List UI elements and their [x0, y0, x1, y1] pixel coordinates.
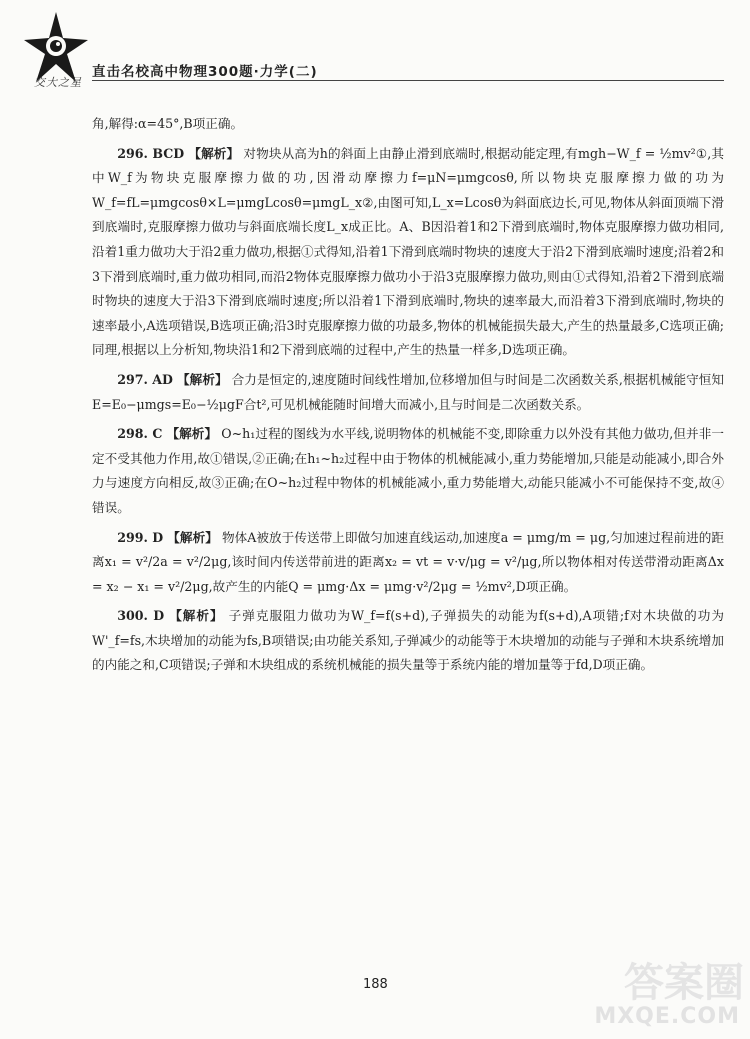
header-divider: [92, 80, 724, 81]
book-title: 直击名校高中物理300题·力学(二): [92, 64, 318, 80]
answer-299: [92, 526, 724, 600]
answer-content: [92, 112, 724, 678]
answer-text: O~h₁过程的图线为水平线,说明物体的机械能不变,即除重力以外没有其他力做功,但并非一定不受其他力作用,故①错误,②正确;在h₁~h₂过程中由于物体的机械能减小,重力势能增加,只能是动能减小,即合外力与速度方向相反,故③正确;在O~h₂过程中物体的机械能减小,重力势能增大,动能只能减小不可能保持不变,故④错误。: [92, 426, 724, 515]
page-header: [0, 0, 750, 100]
question-number: 297. AD: [117, 371, 173, 387]
logo-text: 交大之星: [34, 76, 82, 89]
question-number: 296. BCD: [117, 145, 185, 161]
question-number: 299. D: [117, 529, 164, 545]
answer-296: [92, 142, 724, 363]
analysis-tag: 【解析】: [167, 529, 218, 545]
analysis-tag: 【解析】: [188, 145, 240, 161]
answer-text: 物体A被放于传送带上即做匀加速直线运动,加速度a = μmg/m = μg,匀加速过程前进的距离x₁ = v²/2a = v²/2μg,该时间内传送带前进的距离x₂ = vt = v·v/μg = v²/μg,所以物体相对传送带滑动距离Δx = x₂ − x₁ = v²/2μg,故产生的内能Q = μmg·Δx = μmg·v²/2μg = ½mv²,D项正确。: [92, 529, 724, 594]
answer-text: 子弹克服阻力做功为W_f=f(s+d),子弹损失的动能为f(s+d),A项错;f对木块做的功为W'_f=fs,木块增加的动能为fs,B项错误;由功能关系知,子弹减少的动能等于木块增加的动能与子弹和木块系统增加的内能之和,C项错误;子弹和木块组成的系统机械能的损失量等于系统内能的增加量等于fd,D项正确。: [92, 608, 724, 673]
question-number: 298. C: [117, 426, 163, 442]
answer-297: [92, 368, 724, 417]
question-number: 300. D: [117, 608, 165, 624]
answer-text: 对物块从高为h的斜面上由静止滑到底端时,根据动能定理,有mgh−W_f = ½mv²①,其中W_f为物块克服摩擦力做的功,因滑动摩擦力f=μN=μmgcosθ,所以物块克服摩擦力做的功为W_f=fL=μmgcosθ×L=μmgLcosθ=μmgL_x②,由图可知,L_x=Lcosθ为斜面底边长,可见,物体从斜面顶端下滑到底端时,克服摩擦力做功与斜面底端长度L_x成正比。A、B因沿着1和2下滑到底端时,物体克服摩擦力做功相同,沿着1重力做功大于沿2重力做功,根据①式得知,沿着1下滑到底端时物块的速度大于沿2下滑到底端时速度;沿着2和3下滑到底端时,重力做功相同,而沿2物体克服摩擦力做功小于沿3克服摩擦力做功,则由①式得知,沿着2下滑到底端时物块的速度大于沿3下滑到底端时速度;所以沿着1下滑到底端时,物块的速率最大,而沿着3下滑到底端时,物块的速率最小,A选项错误,B选项正确;沿3时克服摩擦力做的功最多,物体的机械能损失最大,产生的热量最多,C选项正确;同理,根据以上分析知,物块沿1和2下滑到底端的过程中,产生的热量一样多,D选项正确。: [92, 145, 724, 358]
watermark-url: MXQE.COM: [594, 1004, 740, 1029]
watermark: [594, 960, 744, 1036]
answer-paragraph-continuation: [92, 112, 724, 137]
analysis-tag: 【解析】: [177, 371, 228, 387]
answer-text: 合力是恒定的,速度随时间线性增加,位移增加但与时间是二次函数关系,根据机械能守恒知E=E₀−μmgs=E₀−½μgF合t²,可见机械能随时间增大而减小,且与时间是二次函数关系。: [92, 371, 725, 412]
answer-300: [92, 604, 724, 678]
watermark-text: 答案圈: [624, 960, 744, 1006]
answer-298: [92, 422, 724, 520]
page-number: 188: [363, 977, 388, 992]
answer-text: 角,解得:α=45°,B项正确。: [92, 116, 244, 131]
analysis-tag: 【解析】: [166, 426, 218, 442]
analysis-tag: 【解析】: [169, 608, 224, 624]
